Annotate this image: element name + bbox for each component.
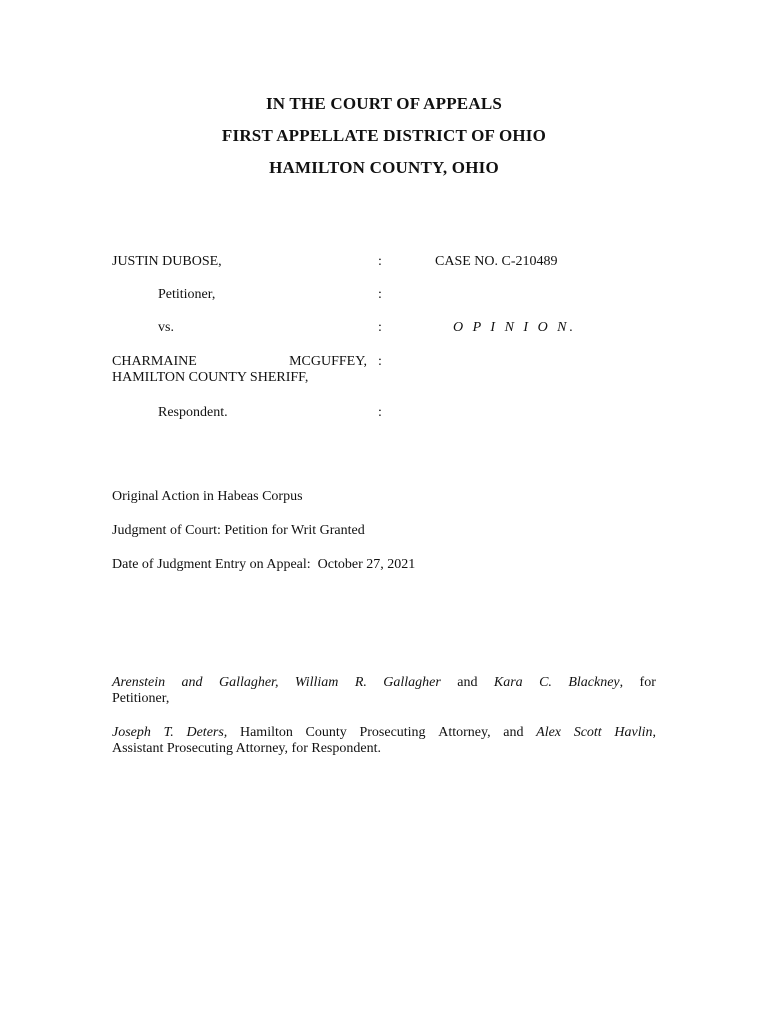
court-heading-line-3: HAMILTON COUNTY, OHIO	[269, 158, 499, 177]
caption-colon: :	[378, 254, 382, 269]
opinion-label: O P I N I O N.	[453, 320, 577, 335]
action-type: Original Action in Habeas Corpus	[112, 489, 303, 504]
counsel-word: William	[294, 675, 339, 690]
respondent-counsel	[112, 725, 656, 757]
caption-colon: :	[378, 287, 382, 302]
counsel-line-2: Assistant Prosecuting Attorney, for Respondent.	[112, 741, 381, 756]
respondent-role: Respondent.	[158, 405, 228, 420]
court-heading-line-1: IN THE COURT OF APPEALS	[265, 94, 503, 113]
petitioner-role: Petitioner,	[158, 287, 216, 302]
caption-colon: :	[378, 354, 382, 369]
counsel-word: Hamilton	[239, 725, 293, 740]
counsel-word: Joseph	[112, 725, 151, 740]
respondent-first-name: CHARMAINE	[112, 354, 197, 369]
counsel-word: Gallagher	[383, 675, 441, 690]
counsel-word: Prosecuting	[359, 725, 426, 740]
counsel-word: C.	[539, 675, 552, 690]
counsel-word: Deters,	[186, 725, 228, 740]
counsel-word: Attorney,	[438, 725, 491, 740]
case-number: CASE NO. C-210489	[435, 254, 558, 269]
respondent-last-name: MCGUFFEY,	[289, 354, 367, 369]
respondent-name	[112, 354, 367, 386]
court-heading-line-2: FIRST APPELLATE DISTRICT OF OHIO	[221, 126, 547, 145]
counsel-word: Scott	[573, 725, 602, 740]
counsel-word: ,	[619, 675, 624, 690]
counsel-word: Havlin	[614, 725, 653, 740]
counsel-word: Arenstein	[112, 675, 166, 690]
counsel-word-group	[614, 725, 656, 741]
petitioner-counsel	[112, 675, 656, 707]
counsel-word: Blackney	[568, 675, 620, 690]
petitioner-name: JUSTIN DUBOSE,	[112, 254, 222, 269]
caption-colon: :	[378, 320, 382, 335]
versus-label: vs.	[158, 320, 174, 335]
counsel-word: for	[639, 675, 656, 690]
counsel-line-2: Petitioner,	[112, 691, 170, 706]
counsel-word: and	[457, 675, 478, 690]
counsel-word: Kara	[493, 675, 523, 690]
judgment-date: Date of Judgment Entry on Appeal: October 27, 2021	[112, 557, 416, 572]
respondent-title: HAMILTON COUNTY SHERIFF,	[112, 370, 309, 385]
counsel-word: ,	[652, 725, 656, 740]
counsel-word-group	[568, 675, 623, 691]
counsel-word: R.	[354, 675, 367, 690]
counsel-word: and	[181, 675, 203, 690]
counsel-word: T.	[163, 725, 174, 740]
judgment-of-court: Judgment of Court: Petition for Writ Granted	[112, 523, 365, 538]
counsel-word: and	[503, 725, 524, 740]
counsel-word: Gallagher,	[218, 675, 279, 690]
counsel-word: County	[305, 725, 347, 740]
caption-colon: :	[378, 405, 382, 420]
counsel-word: Alex	[536, 725, 562, 740]
